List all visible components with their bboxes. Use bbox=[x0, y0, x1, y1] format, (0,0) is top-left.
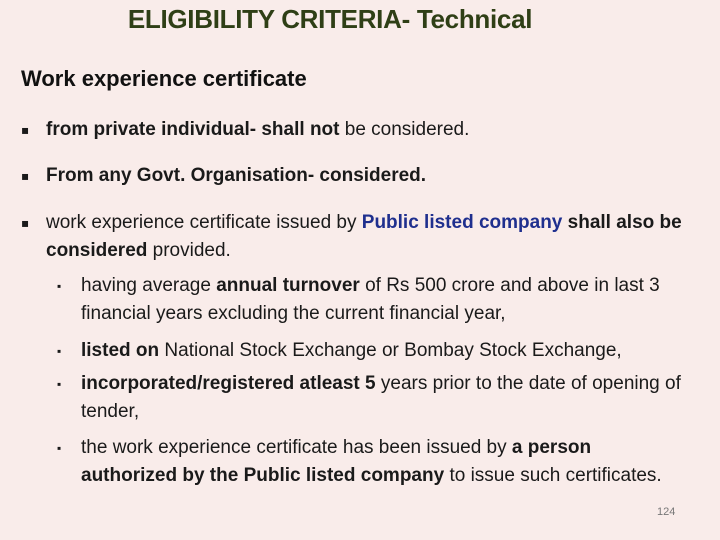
bullet-text: having average bbox=[81, 275, 217, 296]
bullet-text: be considered. bbox=[339, 119, 470, 140]
bullet-text: years prior to the date of opening of tender, bbox=[81, 373, 681, 422]
bullet-text: work experience certificate issued by bbox=[46, 212, 362, 233]
bullet-text: provided. bbox=[147, 240, 231, 261]
page-title: ELIGIBILITY CRITERIA- Technical bbox=[127, 4, 533, 34]
bullet-text: the work experience certificate has been issued by bbox=[81, 437, 512, 458]
bullet-text-bold: incorporated/registered atleast 5 bbox=[81, 373, 376, 394]
bullet-text-bold: a person authorized by the Public listed company bbox=[81, 437, 592, 486]
sub-bullet-authorized-person bbox=[57, 434, 691, 490]
sub-bullet-listed-on bbox=[57, 337, 691, 365]
square-bullet-icon: ▪ bbox=[57, 344, 62, 358]
square-bullet-icon: ▪ bbox=[57, 377, 62, 391]
sub-bullet-incorporated bbox=[57, 370, 691, 426]
bullet-text: of Rs 500 crore and above in last 3 financial years excluding the current financial year, bbox=[81, 275, 660, 324]
square-bullet-icon: ▪ bbox=[57, 279, 62, 293]
sub-bullet-annual-turnover bbox=[57, 272, 691, 328]
bullet-text: National Stock Exchange or Bombay Stock Exchange, bbox=[159, 340, 622, 361]
bullet-text: to issue such certificates. bbox=[444, 465, 662, 486]
bullet-text-bold: annual turnover bbox=[216, 275, 360, 296]
square-bullet-icon: ▪ bbox=[21, 169, 30, 183]
square-bullet-icon: ▪ bbox=[21, 216, 30, 230]
bullet-public-listed-company bbox=[21, 209, 696, 265]
bullet-text-bold: shall also be considered bbox=[46, 212, 682, 261]
bullet-text-bold: from private individual- shall not bbox=[46, 119, 340, 140]
bullet-text-bold: listed on bbox=[81, 340, 160, 361]
bullet-private-individual bbox=[21, 116, 696, 144]
square-bullet-icon: ▪ bbox=[21, 123, 30, 137]
section-heading: Work experience certificate bbox=[21, 66, 307, 91]
bullet-text-bold: From any Govt. Organisation- considered. bbox=[46, 165, 427, 186]
highlight-text: Public listed company bbox=[361, 212, 563, 233]
bullet-govt-organisation bbox=[21, 162, 696, 190]
page-number: 124 bbox=[657, 506, 676, 518]
square-bullet-icon: ▪ bbox=[57, 441, 62, 455]
